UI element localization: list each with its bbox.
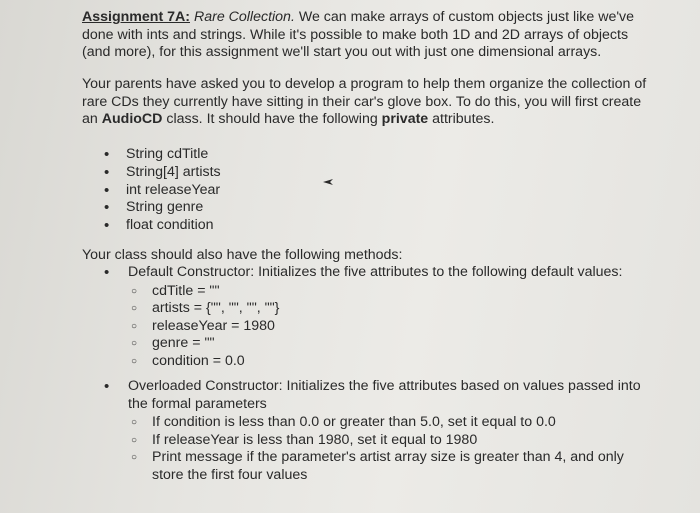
overloaded-constructor-text: • Overloaded Constructor: Initializes the five attributes based on values passed into the formal parameters — [104, 378, 654, 413]
attribute-item: • String cdTitle — [104, 146, 221, 164]
mouse-cursor-icon — [320, 174, 336, 190]
task-text-c: attributes. — [428, 111, 495, 127]
intro-text: We can make arrays of custom objects just like we've done with ints and strings. While it's possible to make both 1D and 2D arrays of objects (and more), for this assignment we'll start you out with just one dimensional arrays. — [82, 9, 635, 60]
rule-item: ○ If condition is less than 0.0 or greater than 5.0, set it equal to 0.0 — [130, 414, 654, 432]
attribute-item: • String genre — [104, 199, 221, 217]
attribute-item: • float condition — [104, 217, 221, 235]
default-value-item: ○ artists = {"", "", "", ""} — [130, 300, 654, 318]
rule-item: ○ If releaseYear is less than 1980, set it equal to 1980 — [130, 432, 654, 450]
task-text-a: Your parents have asked you to develop a program to help them organize the collection of rare CDs they currently have sitting in their car's glove box. To do this, you will first create an — [82, 76, 647, 127]
attribute-item: • String[4] artists — [104, 164, 221, 182]
private-keyword: private — [381, 111, 429, 127]
methods-intro: Your class should also have the following methods: — [82, 247, 403, 263]
default-value-item: ○ condition = 0.0 — [130, 353, 654, 371]
overloaded-constructor-section — [104, 378, 654, 485]
assignment-title: Rare Collection. — [193, 9, 295, 25]
default-constructor-text: • Default Constructor: Initializes the five attributes to the following default values: — [104, 264, 654, 282]
assignment-label: Assignment 7A: — [82, 9, 190, 25]
default-value-item: ○ cdTitle = "" — [130, 283, 654, 301]
default-value-item: ○ genre = "" — [130, 335, 654, 353]
default-value-item: ○ releaseYear = 1980 — [130, 318, 654, 336]
class-name: AudioCD — [101, 111, 163, 127]
task-text-b: class. It should have the following — [162, 111, 382, 127]
attribute-list — [104, 146, 221, 235]
attribute-item: • int releaseYear — [104, 182, 221, 200]
rule-item: ○ Print message if the parameter's artist array size is greater than 4, and only store the first four values — [130, 449, 654, 484]
task-paragraph — [82, 76, 652, 129]
overloaded-rules-list — [104, 414, 654, 484]
default-constructor-section — [104, 264, 654, 371]
default-values-list — [104, 283, 654, 371]
intro-paragraph — [82, 9, 652, 62]
